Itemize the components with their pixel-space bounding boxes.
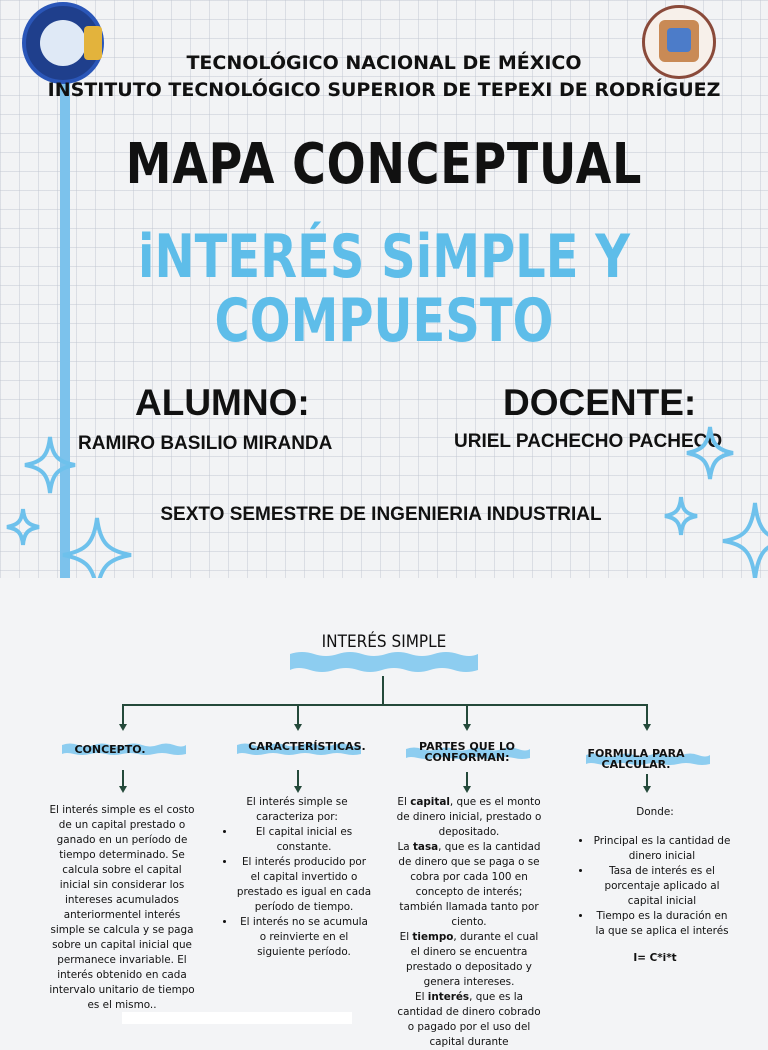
connector-line <box>466 704 468 726</box>
column-title-formula: FORMULA PARA CALCULAR. <box>587 747 685 771</box>
institution-name: TECNOLÓGICO NACIONAL DE MÉXICO <box>186 52 582 74</box>
list-item: • El capital inicial es constante. <box>236 825 372 855</box>
topic-title-line2: COMPUESTO <box>214 286 554 356</box>
part-rate: La tasa, que es la cantidad de dinero que se paga o se cobra por cada 100 en concepto de interés; también llamada tanto por ciento. <box>397 841 541 928</box>
arrow-down-icon <box>119 786 127 793</box>
student-name: RAMIRO BASILIO MIRANDA <box>78 433 333 454</box>
part-interest: El interés, que es la cantidad de dinero cobrado o pagado por el uso del capital durante <box>397 991 541 1048</box>
map-topic-title: INTERÉS SIMPLE <box>321 632 447 652</box>
connector-line <box>122 704 648 706</box>
connector-line <box>297 704 299 726</box>
sparkle-icon <box>720 500 768 578</box>
connector-line <box>382 676 384 704</box>
teacher-label: DOCENTE: <box>503 382 697 423</box>
simple-interest-formula: I= C*i*t <box>633 952 677 964</box>
topic-title-line1: iNTERÉS SiMPLE Y <box>137 222 630 292</box>
arrow-down-icon <box>643 724 651 731</box>
student-label: ALUMNO: <box>135 382 310 423</box>
column-title-characteristics: CARACTERÍSTICAS. <box>248 740 366 753</box>
topic-wave-band <box>290 650 478 674</box>
connector-line <box>646 704 648 726</box>
institute-name: INSTITUTO TECNOLÓGICO SUPERIOR DE TEPEXI DE RODRÍGUEZ <box>47 79 721 101</box>
formula-intro: Donde: <box>636 806 674 818</box>
column-title-concept: CONCEPTO. <box>74 743 146 756</box>
list-item: • Principal es la cantidad de dinero inicial <box>592 834 732 864</box>
image-placeholder <box>122 1012 352 1024</box>
part-capital: El capital, que es el monto de dinero inicial, prestado o depositado. <box>396 796 542 838</box>
sparkle-icon <box>22 434 78 496</box>
arrow-down-icon <box>294 724 302 731</box>
sparkle-icon <box>662 494 700 538</box>
formula-variables-list <box>578 834 732 939</box>
arrow-down-icon <box>463 786 471 793</box>
list-item: • El interés no se acumula o reinvierte en el siguiente período. <box>236 915 372 960</box>
semester-line: SEXTO SEMESTRE DE INGENIERIA INDUSTRIAL <box>160 504 602 525</box>
parts-text <box>394 795 544 1050</box>
arrow-down-icon <box>119 724 127 731</box>
sparkle-icon <box>60 515 134 578</box>
sparkle-icon <box>684 424 736 482</box>
list-item: • Tasa de interés es el porcentaje aplicado al capital inicial <box>592 864 732 909</box>
sparkle-icon <box>4 506 42 548</box>
connector-line <box>122 704 124 726</box>
characteristics-intro: El interés simple se caracteriza por: <box>246 796 348 823</box>
document-type-title: MAPA CONCEPTUAL <box>125 132 643 197</box>
arrow-down-icon <box>463 724 471 731</box>
arrow-down-icon <box>294 786 302 793</box>
arrow-down-icon <box>643 786 651 793</box>
concept-text: El interés simple es el costo de un capital prestado o ganado en un período de tiempo determinado. Se calcula sobre el capital inicial sin considerar los intereses acumulados anteriormentel interés simple se calcula y se paga sobre un capital inicial que permanece invariable. El interés obtenido en cada intervalo unitario de tiempo es el mismo.. <box>49 804 195 1011</box>
characteristics-text <box>222 795 372 960</box>
column-title-parts: PARTES QUE LO CONFORMAN: <box>419 740 515 764</box>
list-item: • Tiempo es la duración en la que se aplica el interés <box>592 909 732 939</box>
part-time: El tiempo, durante el cual el dinero se encuentra prestado o depositado y genera intereses. <box>399 931 539 988</box>
formula-text <box>578 805 732 966</box>
teacher-name: URIEL PACHECHO PACHECO <box>454 431 723 452</box>
list-item: • El interés producido por el capital invertido o prestado es igual en cada período de tiempo. <box>236 855 372 915</box>
characteristics-list <box>222 825 372 960</box>
